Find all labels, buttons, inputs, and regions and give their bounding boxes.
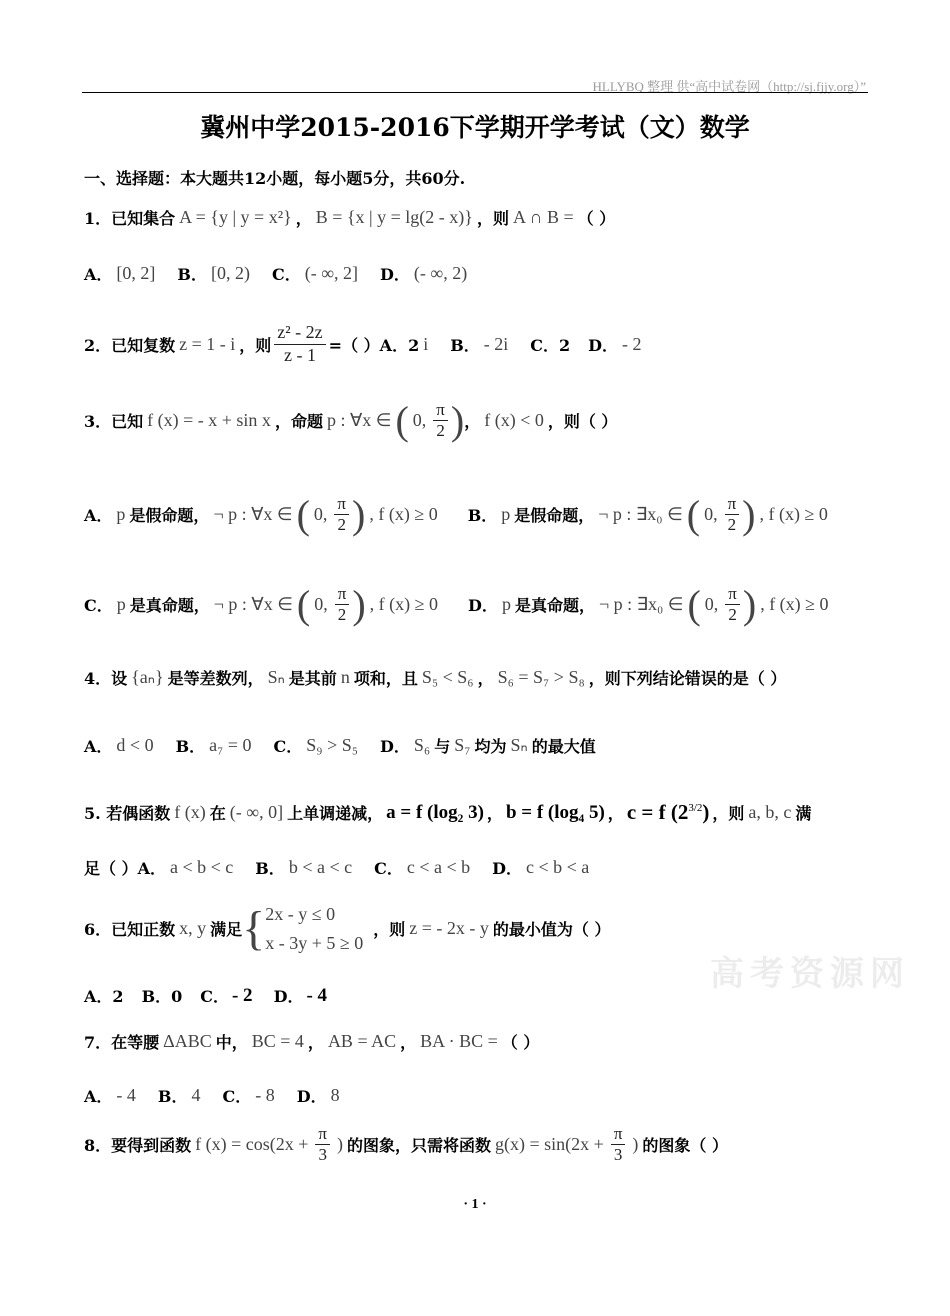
q2-opt-a-value: i (423, 333, 429, 354)
q3-p: p : ∀x ∈ (326, 410, 392, 431)
q3-options-ab: A． p 是假命题， ¬ p : ∀x ∈ ( 0, $\frac{\pi}{2}$ ) , f (x) ≥ 0 B． p 是假命题， ¬ p : ∃x₀ ∈ ( 0, $\frac{\pi}{2}$ ) , f (x) ≥ 0 (84, 491, 828, 537)
q4-opt-d-sn: Sₙ (510, 735, 528, 755)
q7-comma-1: ， (307, 1033, 324, 1052)
page-number: · 1 · (463, 1197, 487, 1212)
q7-ab: AB = AC (327, 1031, 397, 1051)
q2-denominator: z - 1 (283, 344, 316, 365)
q8-function-f: f (x) = cos(2x + (195, 1134, 309, 1155)
q3-opt-b-tail: , f (x) ≥ 0 (759, 504, 828, 525)
q5-c (627, 800, 710, 825)
q5-opt-b: b < a < c (288, 857, 353, 877)
q2-eq: =（ ） (328, 335, 380, 355)
header-source: HLLYBQ 整理 供“高中试卷网（http://sj.fjjy.org）” (592, 79, 866, 94)
q3-comma: ， (464, 412, 481, 432)
q7-opt-c: - 8 (255, 1085, 275, 1105)
q8-g-frac: $\frac{\pi}{3}$ (611, 1124, 626, 1166)
q1-opt-a-key: A． (84, 265, 113, 284)
q3-zero: 0, (412, 410, 427, 431)
q3-opt-c-frac: $\frac{\pi}{2}$ (335, 584, 350, 626)
q4-opt-d-text-1: 与 (434, 737, 451, 756)
q7-lead: 7．在等腰 (84, 1033, 160, 1052)
q3-opt-d-key: D． (468, 596, 498, 616)
q4-cond-2: S₆ = S₇ > S₈ (497, 667, 585, 687)
q5-a: a = f (log₂ 3) (386, 801, 484, 823)
section-heading: 一、选择题：本大题共12小题，每小题5分，共60分. (84, 169, 466, 188)
q7-dot-product: BA · BC = (420, 1031, 498, 1051)
q3-opt-a-frac: $\frac{\pi}{2}$ (334, 494, 349, 536)
question-1 (84, 206, 615, 229)
q3-opt-d-tail: , f (x) ≥ 0 (760, 594, 829, 615)
q4-comma: ， (477, 669, 494, 688)
q7-paren: （ ） (501, 1033, 540, 1052)
q5-domain: (- ∞, 0] (229, 802, 284, 822)
question-6 (84, 900, 610, 958)
q5-comma-1: ， (486, 804, 503, 823)
q1-opt-b: [0, 2) (210, 263, 250, 283)
q1-set-a: A = {y | y = x²} (179, 207, 292, 227)
q1-paren: （ ） (577, 209, 616, 228)
q4-text-3: 项和，且 (353, 669, 418, 688)
q2-then: ，则 (239, 335, 272, 355)
q8-text-2: 的图象（ ） (642, 1136, 728, 1156)
q3-cond: f (x) < 0 (484, 410, 544, 431)
q8-f-close: ) (337, 1134, 344, 1155)
q4-opt-b-key: B． (175, 737, 206, 756)
q3-pi-over-2: $\frac{\pi}{2}$ (433, 400, 448, 442)
q7-comma-2: ， (400, 1033, 417, 1052)
q5-comma-2: ， (607, 804, 624, 823)
question-5 (84, 800, 811, 825)
q7-opt-d-key: D． (296, 1087, 327, 1106)
q8-text-1: 的图象，只需将函数 (347, 1136, 492, 1156)
question-7 (84, 1030, 539, 1053)
q3-opt-c-key: C． (84, 596, 113, 616)
q1-opt-a: [0, 2] (116, 263, 156, 283)
q5-text-3: ，则 (712, 804, 745, 823)
q1-options (84, 262, 471, 285)
q3-opt-b-frac: $\frac{\pi}{2}$ (725, 494, 740, 536)
q2-lead: 2．已知复数 (84, 335, 176, 355)
q2-z: z = 1 - i (179, 333, 236, 354)
q3-opt-a-neg: ¬ p : ∀x ∈ (213, 504, 293, 525)
q2-opt-a: A．2 (379, 335, 420, 355)
q8-f-frac: $\frac{\pi}{3}$ (315, 1124, 330, 1166)
q5-c-base: c = f (2 (626, 800, 689, 824)
q3-opt-c-tail: , f (x) ≥ 0 (369, 594, 439, 615)
q5-lead: 5. 若偶函数 (84, 804, 171, 823)
q5-c-exponent: 3/2 (688, 802, 703, 814)
q6-opt-d-key: D． (273, 987, 304, 1006)
q6-lead: 6．已知正数 (84, 920, 176, 940)
q5-opt-c: c < a < b (406, 857, 471, 877)
q5-opt-d-key: D． (492, 859, 523, 878)
q3-opt-a-tail: , f (x) ≥ 0 (369, 504, 438, 525)
q4-text-1: 是等差数列， (167, 669, 264, 688)
q3-opt-d-desc: 是真命题， (514, 596, 595, 616)
header-rule (82, 92, 868, 93)
q2-fraction (274, 322, 325, 366)
q4-opt-d-text-2: 均为 (474, 737, 507, 756)
q3-opt-a-desc: 是假命题， (129, 506, 210, 526)
q3-prop: ，命题 (274, 412, 323, 432)
q1-opt-d-key: D． (380, 265, 410, 284)
q2-opt-b: B． (450, 335, 480, 355)
q7-opt-c-key: C． (222, 1087, 252, 1106)
q5-opt-lead: 足（ ）A． (84, 859, 166, 878)
q6-text-3: 的最小值为（ ） (492, 920, 611, 940)
q6-text-1: 满足 (210, 920, 243, 940)
q7-triangle: ΔABC (163, 1031, 212, 1051)
question-4 (84, 666, 786, 689)
q2-opt-c: C．2 (530, 335, 571, 355)
q3-opt-b-desc: 是假命题， (514, 506, 595, 526)
q1-opt-d: (- ∞, 2) (413, 263, 468, 283)
q8-lead: 8．要得到函数 (84, 1136, 192, 1156)
q3-opt-b-neg: ¬ p : ∃x₀ ∈ (598, 504, 683, 525)
q6-opt-c-key: C． (200, 987, 229, 1006)
q6-eq-2: x - 3y + 5 ≥ 0 (265, 932, 364, 953)
q2-opt-b-value: - 2i (483, 333, 509, 354)
q1-opt-b-key: B． (177, 265, 207, 284)
q1-expr: A ∩ B = (512, 207, 574, 227)
q3-opt-d-neg: ¬ p : ∃x₀ ∈ (598, 594, 684, 615)
q5-b: b = f (log₄ 5) (505, 801, 605, 823)
page-title: 冀州中学2015-2016下学期开学考试（文）数学 (200, 113, 750, 142)
q4-opt-b: a₇ = 0 (209, 735, 252, 755)
q6-text-2: ，则 (373, 920, 406, 940)
q5-text-1: 在 (209, 804, 226, 823)
q5-opt-a: a < b < c (170, 857, 234, 877)
q6-brace: { (242, 901, 266, 955)
q2-opt-d-value: - 2 (622, 333, 642, 354)
q4-text-4: ，则下列结论错误的是（ ） (588, 669, 787, 688)
q4-opt-c-key: C． (273, 737, 303, 756)
q5-options (84, 856, 593, 879)
q4-cond-1: S₅ < S₆ (421, 667, 474, 687)
q5-opt-d: c < b < a (526, 857, 590, 877)
q3-opt-c-neg: ¬ p : ∀x ∈ (213, 594, 293, 615)
q1-lead: 1．已知集合 (84, 209, 176, 228)
q4-opt-c: S₉ > S₅ (306, 735, 359, 755)
q1-set-b: B = {x | y = lg(2 - x)} (315, 207, 473, 227)
question-8 (84, 1124, 728, 1166)
q7-text-1: 中， (215, 1033, 248, 1052)
q5-opt-b-key: B． (255, 859, 285, 878)
q3-opt-d-p: p (501, 594, 511, 615)
q4-opt-a: d < 0 (116, 735, 154, 755)
q7-options (84, 1084, 344, 1107)
q7-opt-b: 4 (191, 1085, 201, 1105)
q6-opt-d: - 4 (306, 984, 328, 1006)
q3-opt-c-desc: 是真命题， (129, 596, 210, 616)
q5-function: f (x) (174, 802, 206, 822)
q3-opt-a-p: p (116, 504, 126, 525)
watermark: 高考资源网 (710, 954, 910, 994)
q4-opt-a-key: A． (84, 737, 113, 756)
q3-then: ，则（ ） (547, 412, 618, 432)
q7-opt-d: 8 (330, 1085, 340, 1105)
q4-options (84, 734, 596, 757)
q1-then: ，则 (476, 209, 509, 228)
q4-lead: 4．设 (84, 669, 128, 688)
q6-options (84, 984, 330, 1007)
q7-opt-a: - 4 (116, 1085, 136, 1105)
q1-comma: ， (295, 209, 312, 228)
q3-options-cd: C． p 是真命题， ¬ p : ∀x ∈ ( 0, $\frac{\pi}{2}$ ) , f (x) ≥ 0 D． p 是真命题， ¬ p : ∃x₀ ∈ ( 0, $\frac{\pi}{2}$ ) , f (x) ≥ 0 (84, 581, 829, 627)
q8-g-close: ) (632, 1134, 639, 1155)
q6-eq-1: 2x - y ≤ 0 (265, 904, 336, 924)
q4-sequence: {aₙ} (131, 667, 164, 687)
q8-function-g: g(x) = sin(2x + (495, 1134, 604, 1155)
q4-opt-d-key: D． (380, 737, 410, 756)
q4-sn: Sₙ (267, 667, 285, 687)
question-3: 3．已知 f (x) = - x + sin x ，命题 p : ∀x ∈ ( 0, $\frac{\pi}{2}$ ) ， f (x) < 0 ，则（ ） (84, 397, 618, 443)
q4-n: n (340, 667, 350, 687)
q7-opt-b-key: B． (157, 1087, 188, 1106)
q6-objective: z = - 2x - y (409, 918, 489, 939)
q5-text-2: 上单调递减， (287, 804, 384, 823)
q4-opt-d-text-3: 的最大值 (531, 737, 596, 756)
q4-opt-d-s6: S₆ (413, 735, 431, 755)
q5-opt-c-key: C． (374, 859, 403, 878)
q3-opt-b-p: p (501, 504, 511, 525)
q3-opt-a-key: A． (84, 506, 113, 526)
q6-xy: x, y (179, 918, 207, 939)
question-2 (84, 322, 646, 366)
q4-text-2: 是其前 (288, 669, 337, 688)
q3-opt-d-frac: $\frac{\pi}{2}$ (725, 584, 740, 626)
q6-opt-a: A．2 (84, 987, 124, 1006)
q7-opt-a-key: A． (84, 1087, 113, 1106)
q6-opt-c: - 2 (231, 984, 253, 1006)
q5-abc: a, b, c (748, 802, 792, 822)
q6-system (265, 900, 363, 958)
q6-opt-b: B．0 (141, 987, 183, 1006)
q1-opt-c-key: C． (271, 265, 301, 284)
q5-text-4: 满 (795, 804, 812, 823)
q4-opt-d-s7: S₇ (454, 735, 471, 755)
q2-numerator: z² - 2z (274, 322, 325, 345)
q3-opt-b-key: B． (467, 506, 498, 526)
q1-opt-c: (- ∞, 2] (304, 263, 359, 283)
q3-function: f (x) = - x + sin x (147, 410, 271, 431)
q3-lead: 3．已知 (84, 412, 144, 432)
q3-opt-c-p: p (116, 594, 126, 615)
q7-bc: BC = 4 (251, 1031, 304, 1051)
q2-opt-d: D． (588, 335, 619, 355)
q5-c-end: ) (702, 800, 710, 824)
